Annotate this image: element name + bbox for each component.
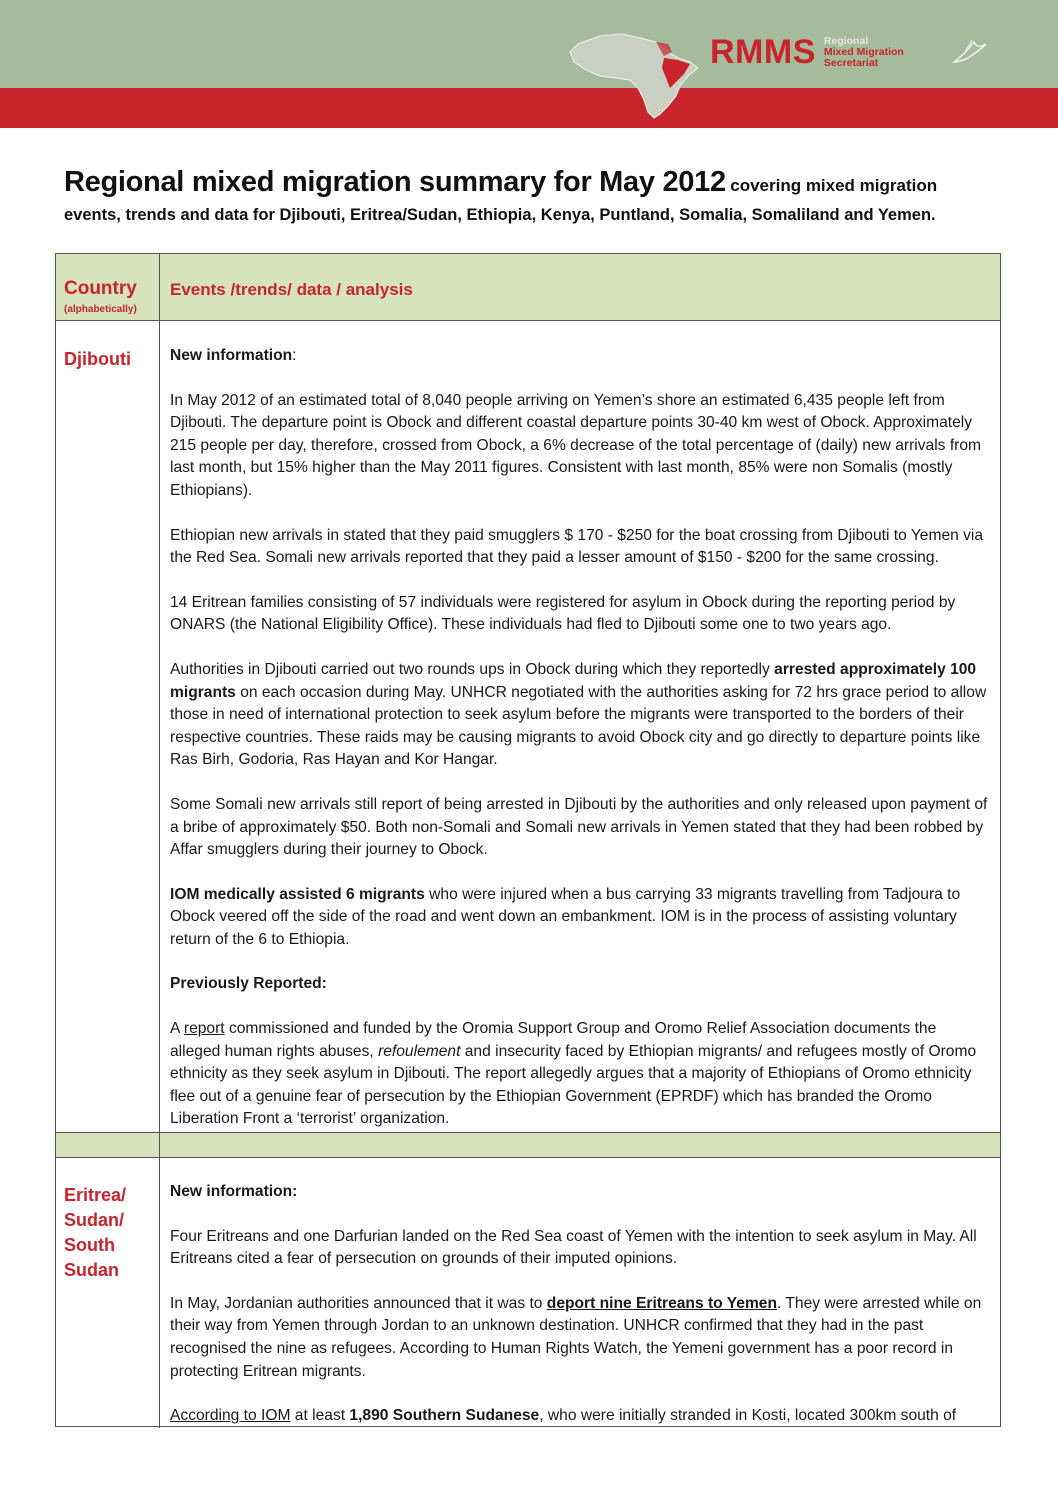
rmms-logo (710, 32, 904, 72)
header-alphabetically: (alphabetically) (64, 304, 137, 315)
djibouti-paragraph-4 (170, 659, 990, 772)
djibouti-p7-a: A (170, 1020, 184, 1038)
djibouti-p7-c: and insecurity faced by Ethiopian migrants/ and refugees mostly of Oromo ethnicity as they seek asylum in Djibouti. The report allegedly argues that a majority of Ethiopians of Oromo ethnicity flee out of a genuine fear of persecution by the Ethiopian Government (EPRDF) which has branded the Oromo Liberation Front a ‘terrorist’ organization. (170, 1042, 977, 1128)
header-events: Events /trends/ data / analysis (170, 280, 413, 299)
eritrea-paragraph-3 (170, 1405, 990, 1428)
table-separator-row (56, 1132, 1000, 1158)
djibouti-previously-reported: Previously Reported: (170, 975, 327, 993)
country-eritrea-l1: Eritrea/ (64, 1185, 127, 1205)
logo-sub-secretariat: Secretariat (823, 56, 879, 69)
country-eritrea-l2: Sudan/ (64, 1210, 125, 1230)
djibouti-p6-b: who were injured when a bus carrying 33 migrants travelling from Tadjoura to Obock veered off the side of the road and went down an embankment. IOM is in the process of assisting voluntary return of the 6 to Ethiopia. (170, 885, 961, 948)
header-country: Country (64, 278, 137, 299)
header-banner (0, 0, 1058, 128)
country-eritrea-l4: Sudan (64, 1260, 120, 1280)
eritrea-p3-a: at least (290, 1407, 350, 1425)
eritrea-p2-a: In May, Jordanian authorities announced that it was to (170, 1294, 547, 1312)
title-main: Regional mixed migration summary for May 2012 (64, 166, 726, 198)
africa-map-icon (560, 22, 710, 122)
title-rest: covering mixed migration (730, 176, 938, 195)
djibouti-paragraph-7 (170, 1018, 990, 1131)
djibouti-p7-b: commissioned and funded by the Oromia Support Group and Oromo Relief Association documents the alleged human rights abuses, (170, 1020, 937, 1060)
djibouti-paragraph-3: 14 Eritrean families consisting of 57 individuals were registered for asylum in Obock during the reporting period by ONARS (the National Eligibility Office). These individuals had fled to Djibouti some one to two years ago. (170, 593, 956, 634)
djibouti-p4-bold: arrested approximately 100 migrants (170, 660, 977, 701)
column-divider (159, 254, 160, 1428)
country-eritrea-l3: South (64, 1235, 115, 1255)
djibouti-paragraph-1: In May 2012 of an estimated total of 8,040 people arriving on Yemen’s shore an estimated 6,435 people left from Djibouti. The departure point is Obock and different coastal departure points 30-40 km west of Obock. Approximately 215 people per day, therefore, crossed from Obock, a 6% decrease of the total percentage of (daily) new arrivals from last month, but 15% higher than the May 2011 figures. Consistent with last month, 85% were non Somalis (mostly Ethiopians). (170, 391, 982, 499)
eritrea-paragraph-2 (170, 1293, 990, 1383)
iom-link[interactable]: According to IOM (170, 1407, 291, 1425)
eritrea-p3-c: , who were initially stranded in Kosti, located 300km south of (539, 1407, 957, 1425)
djibouti-content (170, 345, 990, 1131)
table-header-row (56, 254, 1000, 321)
title-line-2: events, trends and data for Djibouti, Eritrea/Sudan, Ethiopia, Kenya, Puntland, Somalia, Somaliland and Yemen. (64, 206, 936, 224)
bird-icon (950, 34, 990, 68)
eritrea-p3-bold: 1,890 Southern Sudanese (349, 1407, 540, 1425)
deport-link[interactable]: deport nine Eritreans to Yemen (546, 1294, 778, 1312)
logo-sub-regional: Regional (823, 34, 869, 47)
country-djibouti: Djibouti (64, 349, 131, 369)
djibouti-paragraph-2: Ethiopian new arrivals in stated that they paid smugglers $ 170 - $250 for the boat crossing from Djibouti to Yemen via the Red Sea. Somali new arrivals reported that they paid a lesser amount of $150 - $200 for the same crossing. (170, 526, 984, 567)
djibouti-paragraph-5: Some Somali new arrivals still report of being arrested in Djibouti by the authorities and only released upon payment of a bribe of approximately $50. Both non-Somali and Somali new arrivals in Yemen stated that they had been robbed by Affar smugglers during their journey to Obock. (170, 795, 988, 859)
logo-sub-mixed: Mixed Migration (823, 45, 904, 58)
djibouti-paragraph-6 (170, 884, 990, 952)
djibouti-new-info-colon: : (292, 347, 297, 364)
report-link[interactable]: report (183, 1020, 225, 1038)
page-title (64, 166, 1024, 199)
country-eritrea (64, 1183, 126, 1283)
djibouti-new-info: New information (170, 347, 293, 364)
djibouti-p4-c: on each occasion during May. UNHCR negotiated with the authorities asking for 72 hrs grace period to allow those in need of international protection to seek asylum before the migrants were transported to the borders of their respective countries. These raids may be causing migrants to avoid Obock city and go directly to departure points like Ras Birh, Godoria, Ras Hayan and Kor Hangar. (170, 683, 987, 769)
eritrea-new-info: New information: (170, 1183, 298, 1200)
djibouti-p6-bold: IOM medically assisted 6 migrants (170, 885, 425, 903)
logo-text: RMMS (710, 32, 816, 71)
djibouti-p7-italic: refoulement (378, 1042, 461, 1060)
djibouti-p4-a: Authorities in Djibouti carried out two rounds ups in Obock during which they reportedly (170, 660, 775, 678)
summary-table (55, 253, 1001, 1427)
logo-subtitle (824, 36, 904, 69)
banner-red-band (0, 88, 1058, 128)
eritrea-paragraph-1: Four Eritreans and one Darfurian landed on the Red Sea coast of Yemen with the intention to seek asylum in May. All Eritreans cited a fear of persecution on grounds of their imputed opinions. (170, 1227, 977, 1268)
eritrea-content (170, 1181, 990, 1428)
eritrea-p2-b: . They were arrested while on their way from Yemen through Jordan to an unknown destination. UNHCR confirmed that they had in the past recognised the nine as refugees. According to Human Rights Watch, the Yemeni government has a poor record in protecting Eritrean migrants. (170, 1294, 982, 1380)
